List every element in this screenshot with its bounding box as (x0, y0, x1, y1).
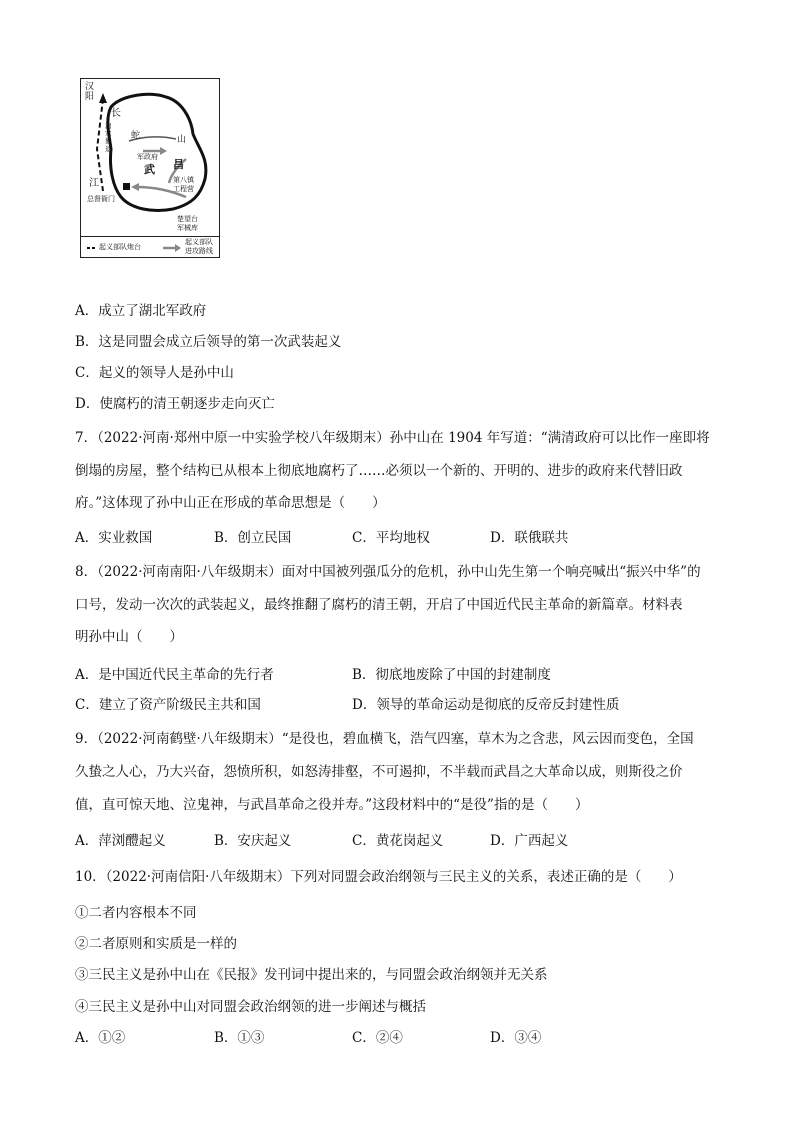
label-hanyang: 汉阳 (85, 82, 95, 102)
wuchang-uprising-map (80, 78, 220, 258)
q7-stem-line2: 倒塌的房屋，整个结构已从根本上彻底地腐朽了……必须以一个新的、开明的、进步的政府来代替旧政 (75, 463, 683, 479)
q10-statement-1: ①二者内容根本不同 (75, 905, 197, 921)
q8-stem-line3: 明孙中山（ ） (75, 629, 183, 645)
attack-arrow-3 (160, 147, 167, 155)
q9-stem-line3: 值，直可惊天地、泣鬼神，与武昌革命之役并寿。”这段材料中的“是役”指的是（ ） (75, 797, 589, 813)
retreat-arrow-head (99, 93, 107, 103)
q6-option-d: D．使腐朽的清王朝逐步走向灭亡 (75, 396, 275, 412)
q8-option-d: D．领导的革命运动是彻底的反帝反封建性质 (352, 697, 620, 713)
q7-stem-line1: 7．（2022·河南·郑州中原一中实验学校八年级期末）孙中山在 1904 年写道：“满清政府可以比作一座即将 (75, 430, 710, 446)
legend-route-line2: 进攻路线 (185, 247, 213, 255)
label-junxieku: 军械库 (177, 224, 198, 232)
label-junzhengfu: 军政府 (137, 153, 158, 161)
q7-stem-line3: 府。”这体现了孙中山正在形成的革命思想是（ ） (75, 495, 386, 511)
q6-option-b: B．这是同盟会成立后领导的第一次武装起义 (75, 334, 342, 350)
q9-stem-line2: 久蛰之人心，乃大兴奋，怨愤所积，如怒涛排壑，不可遏抑，不半载而武昌之大革命以成，则斯役之价 (75, 764, 683, 780)
attack-arrow-1 (131, 183, 139, 191)
q8-option-c: C．建立了资产阶级民主共和国 (75, 697, 261, 713)
legend-route-line1: 起义部队 (185, 238, 213, 246)
yamen-marker (123, 183, 130, 190)
label-zongdu: 总督衙门 (87, 195, 115, 203)
q6-option-a: A．成立了湖北军政府 (75, 303, 207, 319)
label-chang2: 昌 (173, 158, 184, 171)
q10-option-a: A．①② (75, 1030, 126, 1046)
q6-option-c: C．起义的领导人是孙中山 (75, 365, 234, 381)
label-qingjun: 清军撤退 (105, 122, 112, 153)
q7-option-b: B．创立民国 (214, 530, 292, 546)
q10-statement-4: ④三民主义是孙中山对同盟会政治纲领的进一步阐述与概括 (75, 999, 426, 1015)
q10-statement-2: ②二者原则和实质是一样的 (75, 936, 237, 952)
q8-option-b: B．彻底地废除了中国的封建制度 (352, 667, 551, 683)
q8-stem-line2: 口号，发动一次次的武装起义，最终推翻了腐朽的清王朝，开启了中国近代民主革命的新篇章。材料表 (75, 597, 683, 613)
label-she: 蛇 (131, 131, 141, 141)
q7-option-a: A．实业救国 (75, 530, 153, 546)
q9-option-c: C．黄花岗起义 (352, 833, 444, 849)
q9-option-d: D．广西起义 (490, 833, 569, 849)
label-shan: 山 (177, 135, 187, 145)
q10-option-d: D．③④ (490, 1030, 542, 1046)
q7-option-d: D．联俄联共 (490, 530, 569, 546)
label-wu: 武 (144, 163, 155, 176)
q8-option-a: A．是中国近代民主革命的先行者 (75, 667, 274, 683)
q10-statement-3: ③三民主义是孙中山在《民报》发刊词中提出来的，与同盟会政治纲领并无关系 (75, 967, 548, 983)
q10-option-c: C．②④ (352, 1030, 403, 1046)
q10-stem: 10．（2022·河南信阳·八年级期末）下列对同盟会政治纲领与三民主义的关系，表述正确的是（ ） (75, 869, 682, 885)
legend-paotai: 起义部队炮台 (99, 243, 141, 251)
label-chuwangtai: 楚望台 (177, 215, 198, 223)
label-chang: 长 (111, 108, 121, 119)
q9-option-a: A．萍浏醴起义 (75, 833, 166, 849)
label-gongcheng: 工程营 (173, 185, 194, 193)
q8-stem-line1: 8．（2022·河南南阳·八年级期末）面对中国被列强瓜分的危机，孙中山先生第一个响亮喊出“振兴中华”的 (75, 564, 701, 580)
q10-option-b: B．①③ (214, 1030, 265, 1046)
q7-option-c: C．平均地权 (352, 530, 430, 546)
q9-stem-line1: 9．（2022·河南鹤壁·八年级期末）“是役也，碧血横飞，浩气四塞，草木为之含悲，风云因而变色，全国 (75, 731, 694, 747)
map-legend (81, 236, 219, 257)
q9-option-b: B．安庆起义 (214, 833, 292, 849)
label-jiang: 江 (89, 178, 99, 189)
label-diba: 第八镇 (173, 176, 194, 184)
